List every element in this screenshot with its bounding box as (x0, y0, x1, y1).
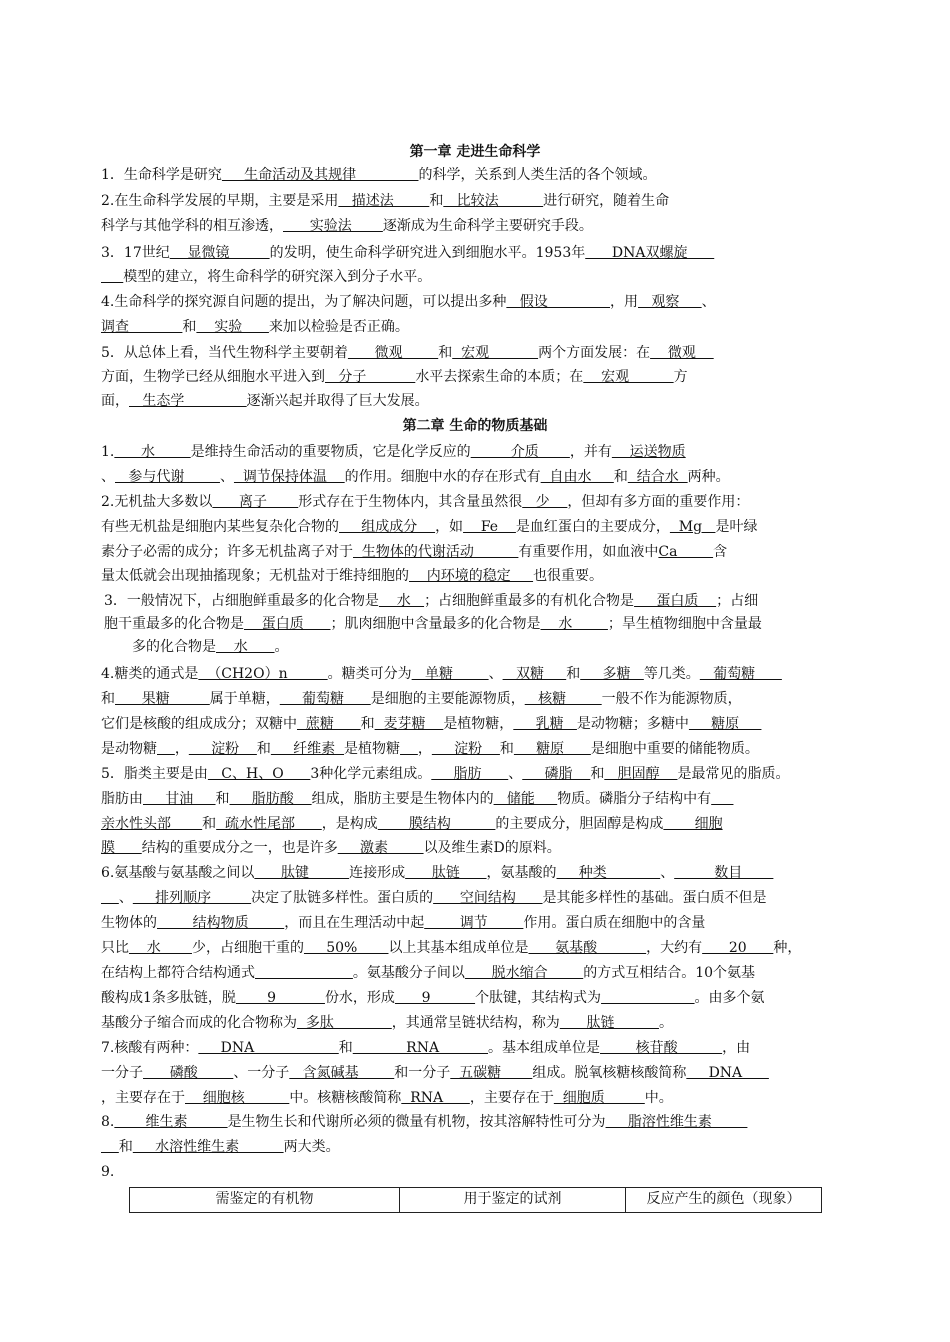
answer-blank: 微观 (347, 345, 439, 361)
paragraph-line: 4.生命科学的探究源自问题的提出，为了解决问题，可以提出多种 假设 ，用 观察 、 (101, 294, 716, 310)
paragraph-line: 5．脂类主要是由 C、H、O 3种化学元素组成。 脂肪 、 磷脂 和 胆固醇 是最常见的脂质。 (101, 766, 790, 782)
answer-blank: RNA (352, 1040, 489, 1056)
answer-blank: 组成成分 (339, 519, 436, 535)
paragraph-line: 1．生命科学是研究 生命活动及其规律 的科学，关系到人类生活的各个领域。 (101, 167, 657, 183)
answer-blank: 比较法 (443, 193, 544, 209)
answer-blank: DNA (198, 1040, 339, 1056)
answer-blank (601, 990, 694, 1006)
paragraph-line: 3．17世纪 显微镜 的发明，使生命科学研究进入到细胞水平。1953年 DNA双螺旋 (101, 245, 715, 261)
answer-blank: 观察 (638, 294, 702, 310)
answer-blank: 少 (522, 494, 568, 510)
answer-blank: 淀粉 (188, 741, 257, 757)
paragraph-line: 3．一般情况下，占细胞鲜重最多的化合物是 水 ；占细胞鲜重最多的有机化合物是 蛋白质 ；占细 (104, 593, 759, 609)
answer-blank: 葡萄糖 (699, 666, 782, 682)
answer-blank: 水 (378, 593, 425, 609)
paragraph-line: 7.核酸有两种： DNA 和 RNA 。基本组成单位是 核苷酸 ，由 (101, 1040, 751, 1056)
answer-blank: 20 (702, 940, 774, 956)
answer-blank: 激素 (337, 840, 424, 856)
paragraph-line: 调查 和 实验 来加以检验是否正确。 (101, 319, 409, 335)
answer-blank: 水 (129, 940, 192, 956)
answer-blank (255, 965, 353, 981)
answer-blank: 膜 (101, 840, 142, 856)
answer-blank (400, 741, 418, 757)
answer-blank: 多肽 (297, 1015, 392, 1031)
answer-blank: 双糖 (502, 666, 567, 682)
answer-blank: 运送物质 (611, 444, 686, 460)
table-header-cell: 需鉴定的有机物 (130, 1188, 400, 1212)
answer-blank: 微观 (650, 345, 714, 361)
question-number: 9. (101, 1164, 115, 1180)
answer-blank: 亲水性头部 (101, 816, 203, 832)
table-header-cell: 反应产生的颜色（现象） (646, 1191, 801, 1207)
answer-blank: 细胞质 (553, 1090, 645, 1106)
paragraph-line: 和 果糖 属于单糖， 葡萄糖 是细胞的主要能源物质， 核糖 一般不作为能源物质， (101, 691, 742, 707)
paragraph-line: 只比 水 少，占细胞干重的 50% 以上其基本组成单位是 氨基酸 ，大约有 20 种， (101, 940, 802, 956)
answer-blank: 水溶性维生素 (132, 1139, 284, 1155)
answer-blank: （CH2O）n (198, 666, 328, 682)
answer-blank: 五碳糖 (450, 1065, 533, 1081)
answer-blank: DNA (686, 1065, 769, 1081)
answer-blank: RNA (401, 1090, 470, 1106)
paragraph-line: 量太低就会出现抽搐现象；无机盐对于维持细胞的 内环境的稳定 也很重要。 (101, 568, 604, 584)
paragraph-line: 素分子必需的成分；许多无机盐离子对于 生物体的代谢活动 有重要作用，如血液中Ca 含 (101, 544, 728, 560)
answer-blank: 生命活动及其规律 (221, 167, 419, 183)
answer-blank: 乳糖 (513, 716, 577, 732)
answer-blank: 描述法 (338, 193, 430, 209)
paragraph-line: 2.在生命科学发展的早期，主要是采用 描述法 和 比较法 进行研究，随着生命 (101, 193, 670, 209)
answer-blank: 调节保持体温 (233, 469, 345, 485)
answer-blank: 细胞 (663, 816, 723, 832)
answer-blank: 9 (235, 990, 325, 1006)
answer-blank (101, 269, 123, 285)
answer-blank: 磷脂 (522, 766, 591, 782)
table-header-cell: 用于鉴定的试剂 (400, 1188, 626, 1212)
answer-blank: 多糖 (580, 666, 644, 682)
answer-blank: 排列顺序 (132, 890, 252, 906)
answer-blank: C、H、O (207, 766, 311, 782)
answer-blank: 糖原 (513, 741, 591, 757)
answer-blank: 蛋白质 (244, 616, 331, 632)
answer-blank: 脂溶性维生素 (605, 1114, 748, 1130)
answer-blank: 脱水缩合 (464, 965, 584, 981)
answer-blank: 肽键 (254, 865, 350, 881)
answer-blank: Fe (463, 519, 516, 535)
answer-blank: 脂肪 (431, 766, 509, 782)
answer-blank: 麦芽糖 (374, 716, 444, 732)
answer-blank: 调节 (424, 915, 524, 931)
answer-blank: 生态学 (129, 393, 247, 409)
paragraph-line: 脂肪由 甘油 和 脂肪酸 组成，脂肪主要是生物体内的 储能 物质。磷脂分子结构中有 (101, 790, 733, 808)
answer-blank: 维生素 (114, 1114, 228, 1130)
answer-blank: 细胞核 (185, 1090, 290, 1106)
paragraph-line: 生物体的 结构物质 ，而且在生理活动中起 调节 作用。蛋白质在细胞中的含量 (101, 915, 706, 931)
answer-blank: 蔗糖 (297, 716, 361, 732)
answer-blank: 宏观 (583, 369, 674, 385)
answer-blank: 蛋白质 (634, 593, 717, 609)
answer-blank: 自由水 (540, 469, 614, 485)
paragraph-line: 是动物糖 ， 淀粉 和 纤维素 是植物糖 ， 淀粉 和 糖原 是细胞中重要的储能物质。 (101, 741, 759, 757)
answer-blank: 胆固醇 (604, 766, 678, 782)
paragraph-line: 和 水溶性维生素 两大类。 (101, 1138, 340, 1156)
answer-blank: 内环境的稳定 (409, 568, 534, 584)
paragraph-line: 、 参与代谢 、 调节保持体温 的作用。细胞中水的存在形式有 自由水 和 结合水 两种。 (101, 469, 730, 485)
answer-blank (711, 791, 733, 807)
paragraph-line: 基酸分子缩合而成的化合物称为 多肽 ，其通常呈链状结构，称为 肽链 。 (101, 1015, 673, 1031)
paragraph-line: 酸构成1条多肽链，脱 9 份水，形成 9 个肽键，其结构式为 。由多个氨 (101, 990, 765, 1006)
answer-blank: 结构物质 (157, 915, 285, 931)
answer-blank: 离子 (212, 494, 299, 510)
answer-blank: 脂肪酸 (229, 791, 312, 807)
answer-blank: 50% (303, 940, 389, 956)
answer-blank: 疏水性尾部 (216, 816, 322, 832)
answer-blank: 实验 (196, 319, 269, 335)
answer-blank: 肽链 (559, 1015, 659, 1031)
answer-blank: 生物体的代谢活动 (353, 544, 519, 560)
answer-blank: Mg (669, 519, 716, 535)
paragraph-line: 1. 水 是维持生命活动的重要物质，它是化学反应的 介质 ，并有 运送物质 (101, 444, 686, 460)
answer-blank: 膜结构 (377, 816, 496, 832)
paragraph-line: 它们是核酸的组成成分；双糖中 蔗糖 和 麦芽糖 是植物糖， 乳糖 是动物糖；多糖中 糖原 (101, 716, 762, 732)
answer-blank: 淀粉 (431, 741, 500, 757)
answer-blank: 水 (540, 616, 608, 632)
answer-blank: 显微镜 (169, 245, 270, 261)
paragraph-line: 2.无机盐大多数以 离子 形式存在于生物体内，其含量虽然很 少 ，但却有多方面的重要作用： (101, 494, 750, 510)
answer-blank: 9 (394, 990, 476, 1006)
paragraph-line: 、 排列顺序 决定了肽链多样性。蛋白质的 空间结构 是其能多样性的基础。蛋白质不但是 (101, 889, 767, 907)
answer-blank: 实验法 (283, 218, 383, 234)
answer-blank: 空间结构 (433, 890, 543, 906)
answer-blank: 储能 (493, 791, 558, 807)
paragraph-line: 在结构上都符合结构通式 。氨基酸分子间以 脱水缩合 的方式互相结合。10个氨基 (101, 965, 756, 981)
answer-blank (101, 890, 119, 906)
answer-blank: 水 (216, 639, 275, 655)
identification-table (129, 1187, 822, 1213)
paragraph-line: 方面，生物学已经从细胞水平进入到 分子 水平去探索生命的本质；在 宏观 方 (101, 369, 688, 385)
paragraph-line: 一分子 磷酸 、一分子 含氮碱基 和一分子 五碳糖 组成。脱氧核糖核酸简称 DNA (101, 1065, 769, 1081)
answer-blank: 葡萄糖 (279, 691, 371, 707)
answer-blank: 结合水 (627, 469, 688, 485)
answer-blank: 水 (114, 444, 191, 460)
answer-blank: 参与代谢 (115, 469, 220, 485)
paragraph-line: 亲水性头部 和 疏水性尾部 ，是构成 膜结构 的主要成分，胆固醇是构成 细胞 (101, 816, 723, 832)
paragraph-line: 4.糖类的通式是 （CH2O）n 。糖类可分为 单糖 、 双糖 和 多糖 等几类。 葡萄糖 (101, 666, 782, 682)
answer-blank: Ca (658, 544, 714, 560)
answer-blank: 含氮碱基 (289, 1065, 395, 1081)
answer-blank: 数目 (674, 865, 774, 881)
answer-blank: 核糖 (524, 691, 602, 707)
paragraph-line: 5．从总体上看，当代生物科学主要朝着 微观 和 宏观 两个方面发展：在 微观 (101, 345, 714, 361)
answer-blank: 甘油 (143, 791, 216, 807)
answer-blank: 介质 (470, 444, 570, 460)
paragraph-line: 8. 维生素 是生物生长和代谢所必须的微量有机物，按其溶解特性可分为 脂溶性维生素 (101, 1114, 748, 1130)
answer-blank: 磷酸 (143, 1065, 234, 1081)
answer-blank: 纤维素 (270, 741, 345, 757)
paragraph-line: 有些无机盐是细胞内某些复杂化合物的 组成成分 ，如 Fe 是血红蛋白的主要成分， Mg 是叶绿 (101, 519, 758, 535)
paragraph-line: ，主要存在于 细胞核 中。核糖核酸简称 RNA ，主要存在于 细胞质 中。 (101, 1090, 673, 1106)
chapter1-title: 第一章 走进生命科学 (409, 144, 541, 160)
answer-blank: DNA双螺旋 (585, 245, 715, 261)
answer-blank (157, 741, 175, 757)
answer-blank: 核苷酸 (600, 1040, 723, 1056)
paragraph-line: 膜 结构的重要成分之一，也是许多 激素 以及维生素D的原料。 (101, 840, 561, 856)
paragraph-line: 胞干重最多的化合物是 蛋白质 ；肌肉细胞中含量最多的化合物是 水 ；旱生植物细胞中含量最 (104, 616, 762, 632)
paragraph-line: 模型的建立，将生命科学的研究深入到分子水平。 (101, 268, 431, 286)
answer-blank (101, 1139, 119, 1155)
paragraph-line: 科学与其他学科的相互渗透， 实验法 逐渐成为生命科学主要研究手段。 (101, 218, 593, 234)
paragraph-line: 6.氨基酸与氨基酸之间以 肽键 连接形成 肽链 ，氨基酸的 种类 、 数目 (101, 865, 774, 881)
answer-blank: 糖原 (688, 716, 762, 732)
answer-blank: 假设 (506, 294, 611, 310)
answer-blank: 宏观 (452, 345, 539, 361)
answer-blank: 单糖 (411, 666, 489, 682)
answer-blank: 种类 (556, 865, 661, 881)
paragraph-line: 多的化合物是 水 。 (132, 639, 289, 655)
chapter2-title: 第二章 生命的物质基础 (402, 418, 548, 434)
answer-blank: 肽链 (405, 865, 487, 881)
answer-blank: 调查 (101, 319, 183, 335)
answer-blank: 果糖 (115, 691, 210, 707)
paragraph-line: 面， 生态学 逐渐兴起并取得了巨大发展。 (101, 393, 429, 409)
answer-blank: 氨基酸 (528, 940, 647, 956)
answer-blank: 分子 (325, 369, 416, 385)
